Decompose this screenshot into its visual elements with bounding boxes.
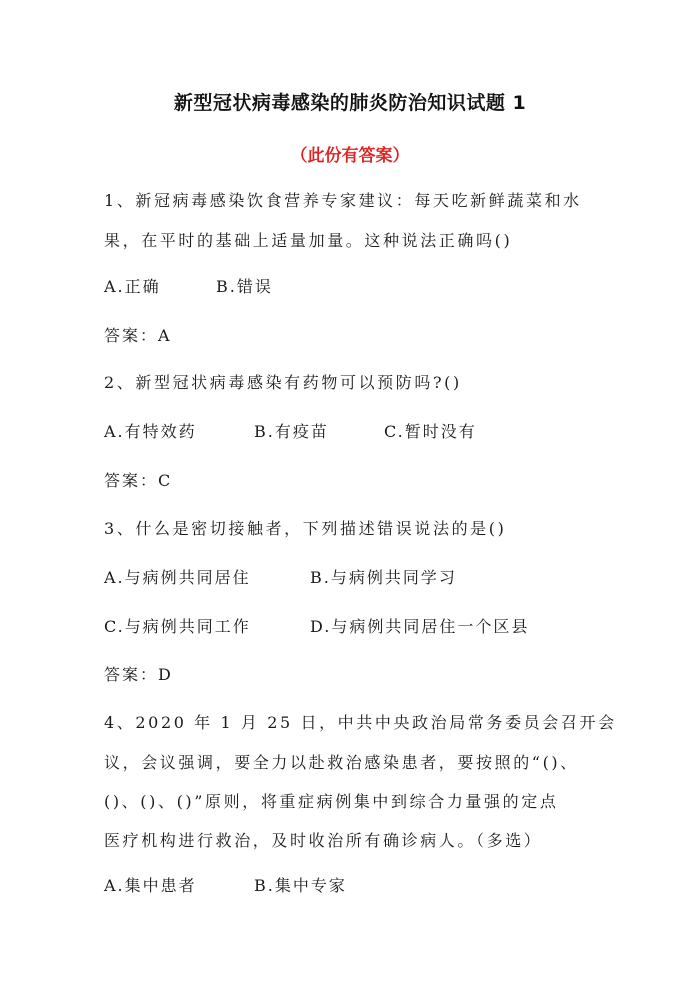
question-3-answer: 答案：D <box>104 665 173 684</box>
question-2-text: 2、新型冠状病毒感染有药物可以预防吗?() <box>104 373 462 392</box>
answer-note: （此份有答案） <box>290 146 410 166</box>
question-4-text-line-1: 4、2020 年 1 月 25 日，中共中央政治局常务委员会召开会 <box>104 713 617 732</box>
question-4-text-line-2: 议，会议强调，要全力以赴救治感染患者，要按照的“()、 <box>104 753 579 772</box>
question-3-option-c: C.与病例共同工作 <box>104 617 251 636</box>
question-3-option-d: D.与病例共同居住一个区县 <box>310 617 530 636</box>
question-4-option-a: A.集中患者 <box>104 876 197 895</box>
question-1-answer: 答案：A <box>104 326 172 345</box>
question-1-text-line-1: 1、新冠病毒感染饮食营养专家建议：每天吃新鲜蔬菜和水 <box>104 191 582 210</box>
question-3-option-b: B.与病例共同学习 <box>310 568 457 587</box>
question-2-option-b: B.有疫苗 <box>254 422 329 441</box>
question-1-option-b: B.错误 <box>216 277 273 296</box>
question-4-text-line-4: 医疗机构进行救治，及时收治所有确诊病人。（多选） <box>104 831 543 850</box>
question-4-text-line-3: ()、()、()”原则，将重症病例集中到综合力量强的定点 <box>104 792 559 811</box>
question-2-answer: 答案：C <box>104 471 173 490</box>
question-1-text-line-2: 果，在平时的基础上适量加量。这种说法正确吗() <box>104 231 513 250</box>
question-3-text: 3、什么是密切接触者，下列描述错误说法的是() <box>104 519 507 538</box>
question-3-option-a: A.与病例共同居住 <box>104 568 251 587</box>
question-1-option-a: A.正确 <box>104 277 161 296</box>
question-2-option-a: A.有特效药 <box>104 422 197 441</box>
question-2-option-c: C.暂时没有 <box>384 422 477 441</box>
question-4-option-b: B.集中专家 <box>254 876 347 895</box>
page-title: 新型冠状病毒感染的肺炎防治知识试题 1 <box>173 92 527 114</box>
